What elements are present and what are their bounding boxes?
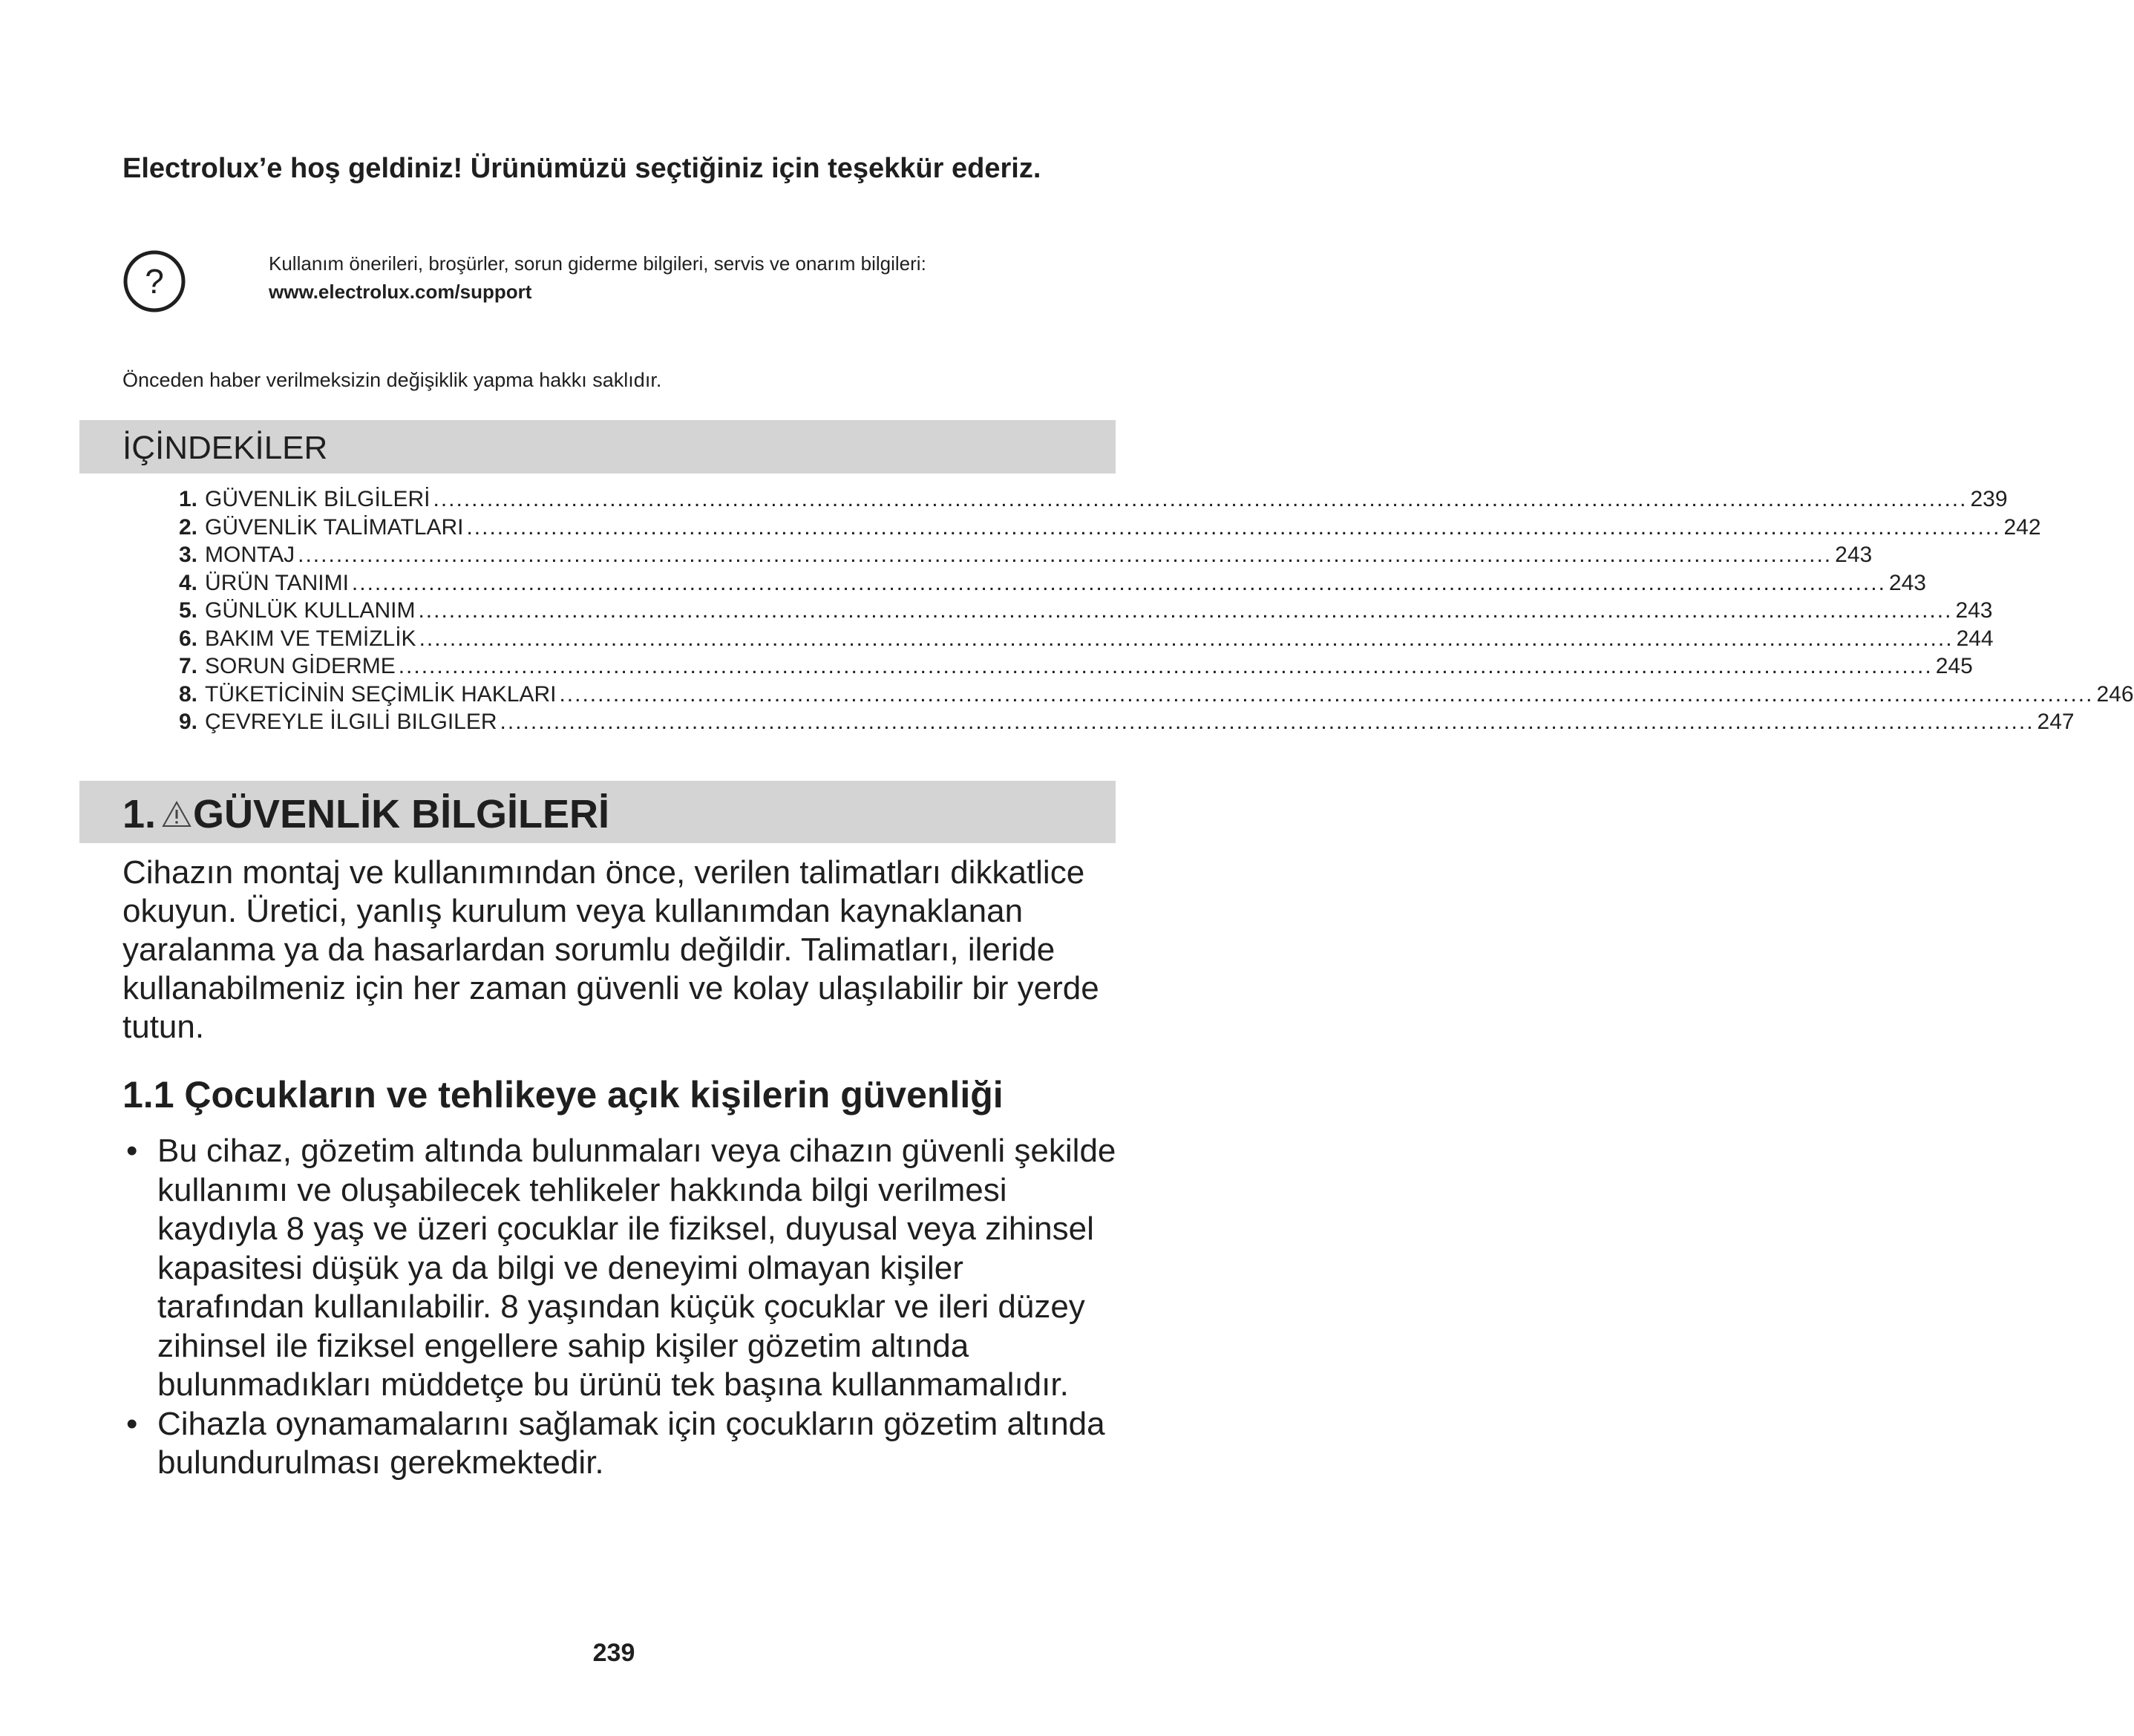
toc-item-page: 243 — [1835, 543, 1873, 567]
toc-item[interactable] — [179, 681, 2134, 709]
toc-item-number: 5. — [179, 598, 198, 623]
section-number: 1. — [122, 792, 157, 836]
toc-dot-leader: ........................................................................................................................................................................................................ — [398, 654, 1933, 678]
toc-item-label: ÇEVREYLE İLGILİ BILGILER — [205, 710, 497, 734]
toc-item-page: 239 — [1970, 487, 2008, 511]
toc-item[interactable] — [179, 514, 2041, 542]
section-title-text: GÜVENLİK BİLGİLERİ — [193, 792, 610, 836]
toc-dot-leader: ........................................................................................................................................................................................................ — [500, 710, 2035, 734]
toc-dot-leader: ........................................................................................................................................................................................................ — [298, 543, 1833, 567]
safety-bullet-list — [122, 1132, 1117, 1483]
support-link[interactable]: www.electrolux.com/support — [269, 281, 532, 303]
list-item — [122, 1132, 1117, 1405]
toc-item[interactable] — [179, 569, 1926, 597]
section-title — [122, 791, 609, 837]
toc-item-number: 8. — [179, 681, 198, 707]
support-info — [269, 249, 926, 306]
toc-item-page: 243 — [1888, 570, 1926, 595]
page-number: 239 — [592, 1639, 635, 1667]
subsection-title: 1.1 Çocukların ve tehlikeye açık kişilerin güvenliği — [122, 1074, 1004, 1116]
list-item — [122, 1405, 1117, 1483]
toc-item-label: SORUN GİDERME — [205, 654, 396, 678]
toc-item-label: GÜVENLİK BİLGİLERİ — [205, 487, 431, 511]
question-circle-icon — [122, 249, 186, 313]
toc-item-number: 3. — [179, 543, 198, 567]
toc-item-label: GÜVENLİK TALİMATLARI — [205, 514, 464, 540]
toc-item-page: 247 — [2037, 710, 2075, 734]
toc-item-label: GÜNLÜK KULLANIM — [205, 598, 416, 623]
toc-title: İÇİNDEKİLER — [122, 430, 328, 466]
toc-item[interactable] — [179, 485, 2008, 514]
safety-intro-paragraph: Cihazın montaj ve kullanımından önce, verilen talimatları dikkatlice okuyun. Üretici, yanlış kurulum veya kullanımdan kaynaklanan yaralanma ya da hasarlardan sorumlu değildir. Talimatları, ileride kullanabilmeniz için her zaman güvenli ve kolay ulaşılabilir bir yerde tutun. — [122, 854, 1099, 1045]
toc-item-label: MONTAJ — [205, 543, 295, 567]
toc-dot-leader: ........................................................................................................................................................................................................ — [419, 626, 1954, 651]
svg-text:?: ? — [145, 262, 164, 301]
toc-item-page: 245 — [1935, 654, 1973, 678]
toc-item-number: 1. — [179, 487, 198, 511]
toc-dot-leader: ........................................................................................................................................................................................................ — [351, 570, 1886, 595]
toc-item-number: 6. — [179, 626, 198, 651]
toc-item-number: 9. — [179, 710, 198, 734]
toc-item-page: 244 — [1956, 626, 1994, 651]
section-header-bar — [79, 781, 1116, 843]
toc-item-label: BAKIM VE TEMİZLİK — [205, 626, 416, 651]
toc-dot-leader: ........................................................................................................................................................................................................ — [433, 487, 1968, 511]
toc-dot-leader: ........................................................................................................................................................................................................ — [418, 598, 1953, 623]
toc-item-page: 246 — [2096, 681, 2134, 707]
toc-item[interactable] — [179, 541, 1873, 569]
list-item-text: Cihazla oynamamalarını sağlamak için çocukların gözetim altında bulundurulması gerekmektedir. — [157, 1405, 1105, 1481]
change-notice: Önceden haber verilmeksizin değişiklik yapma hakkı saklıdır. — [122, 369, 662, 391]
toc-item-label: TÜKETİCİNİN SEÇİMLİK HAKLARI — [205, 681, 557, 707]
toc-item-label: ÜRÜN TANIMI — [205, 570, 349, 595]
toc-item-page: 243 — [1955, 598, 1993, 623]
toc-header-bar — [79, 420, 1116, 474]
toc-item-number: 2. — [179, 514, 198, 540]
toc-item[interactable] — [179, 625, 1994, 653]
toc-item-number: 4. — [179, 570, 198, 595]
table-of-contents — [179, 485, 2134, 736]
toc-item[interactable] — [179, 708, 2075, 736]
support-description: Kullanım önerileri, broşürler, sorun giderme bilgileri, servis ve onarım bilgileri: — [269, 252, 926, 275]
toc-item-page: 242 — [2003, 514, 2041, 540]
toc-item[interactable] — [179, 597, 1993, 625]
toc-item[interactable] — [179, 652, 1973, 681]
bullet-mark: • — [126, 1405, 138, 1442]
list-item-text: Bu cihaz, gözetim altında bulunmaları veya cihazın güvenli şekilde kullanımı ve oluşabilecek tehlikeler hakkında bilgi verilmesi kaydıyla 8 yaş ve üzeri çocuklar ile fiziksel, duyusal veya zihinsel kapasitesi düşük ya da bilgi ve deneyimi olmayan kişiler tarafından kullanılabilir. 8 yaşından küçük çocuklar ve ileri düzey zihinsel ile fiziksel engellere sahip kişiler gözetim altında bulunmadıkları müddetçe bu ürünü tek başına kullanmamalıdır. — [157, 1133, 1116, 1403]
toc-item-number: 7. — [179, 654, 198, 678]
welcome-heading: Electrolux’e hoş geldiniz! Ürünümüzü seçtiğiniz için teşekkür ederiz. — [122, 153, 1041, 184]
bullet-mark: • — [126, 1133, 138, 1169]
toc-dot-leader: ........................................................................................................................................................................................................ — [559, 681, 2094, 707]
warning-triangle-icon — [162, 800, 192, 828]
toc-dot-leader: ........................................................................................................................................................................................................ — [466, 514, 2001, 540]
